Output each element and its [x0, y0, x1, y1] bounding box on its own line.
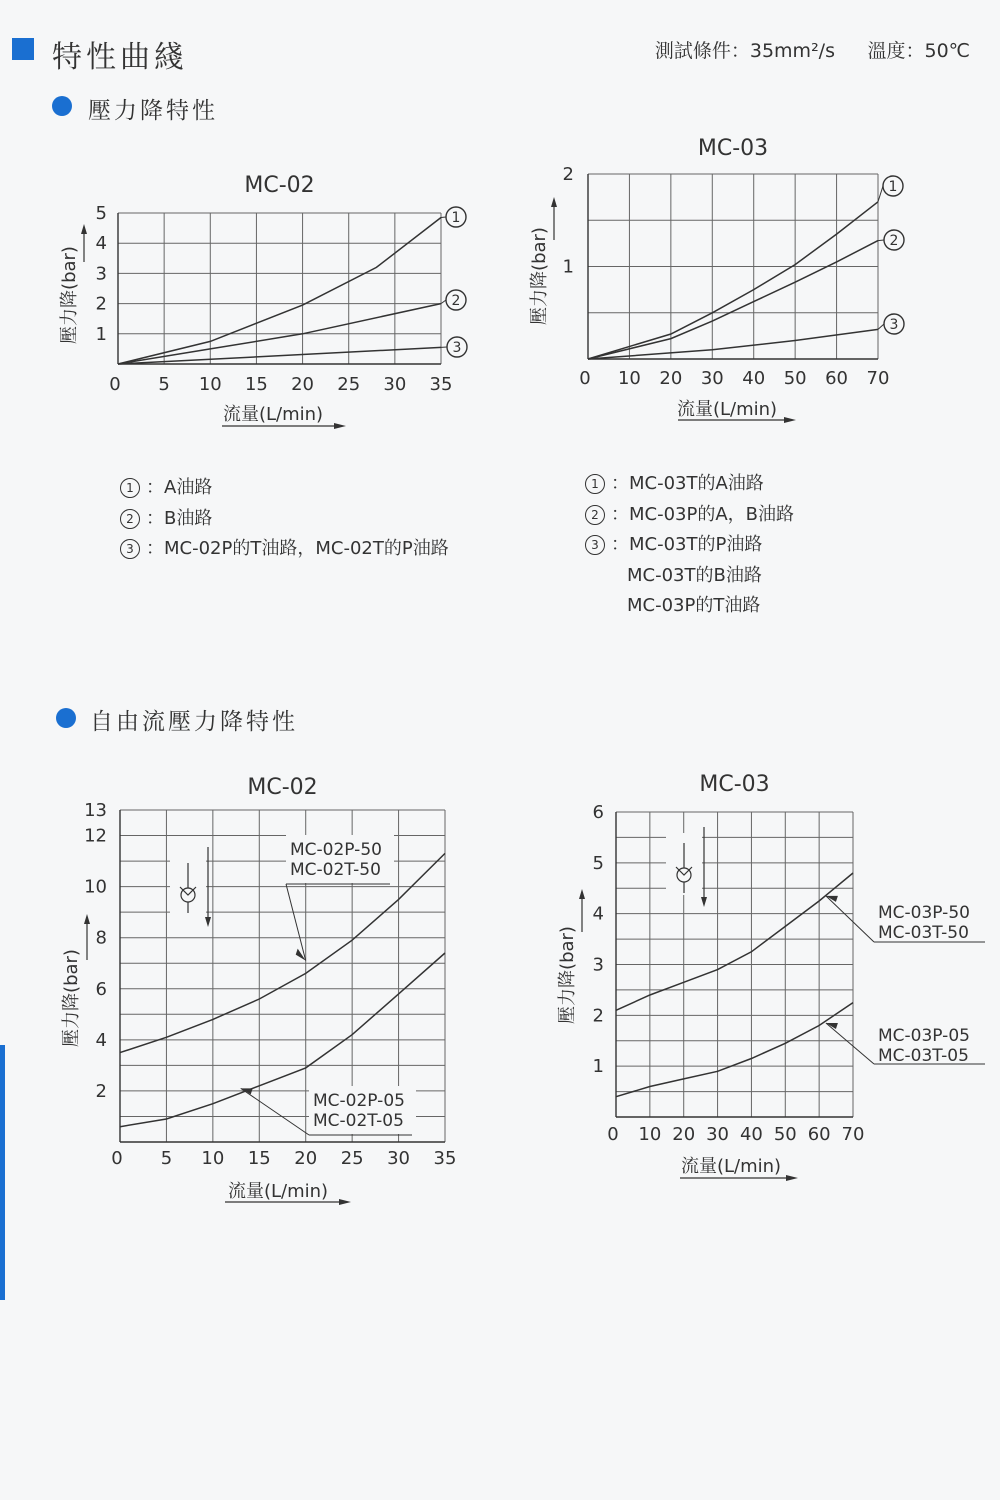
x-axis-arrowhead	[786, 1175, 798, 1181]
circled-number-icon: 1	[120, 478, 140, 498]
y-axis-label: 壓力降(bar)	[557, 926, 578, 1024]
y-tick-label: 12	[84, 825, 107, 847]
x-tick-label: 30	[706, 1124, 730, 1145]
x-tick-label: 30	[387, 1148, 411, 1169]
x-tick-label: 30	[700, 368, 724, 389]
y-tick-label: 1	[562, 256, 574, 278]
chart-title: MC-02	[247, 775, 318, 800]
y-axis-label: 壓力降(bar)	[59, 246, 80, 344]
x-axis-label: 流量(L/min)	[227, 1181, 329, 1202]
x-tick-label: 15	[244, 374, 268, 395]
y-tick-label: 8	[95, 927, 107, 949]
legend-continuation: MC-03P的T油路	[627, 595, 761, 616]
legend-item	[585, 530, 794, 561]
series-label: 2	[889, 233, 899, 249]
series-label: 1	[888, 179, 898, 195]
x-tick-label: 70	[866, 368, 890, 389]
y-tick-label: 4	[592, 903, 604, 925]
section-title-pressure-drop: 壓力降特性	[88, 98, 218, 124]
circled-number-icon: 1	[585, 474, 605, 494]
annotation-label: MC-03T-05	[878, 1046, 969, 1066]
y-axis-arrowhead	[81, 224, 87, 234]
y-tick-label: 2	[562, 164, 574, 185]
x-tick-label: 25	[340, 1148, 364, 1169]
x-tick-label: 25	[337, 374, 361, 395]
legend-mc02	[120, 473, 449, 565]
series-line-2	[616, 1003, 853, 1097]
circled-number-icon: 2	[120, 509, 140, 529]
temperature: 溫度：50℃	[867, 40, 970, 62]
legend-text: MC-03T的A油路	[629, 473, 764, 494]
flow-direction-arrow-icon	[205, 917, 211, 927]
x-tick-label: 10	[617, 368, 641, 389]
legend-text: MC-03T的P油路	[629, 534, 763, 555]
x-tick-label: 20	[294, 1148, 318, 1169]
legend-item	[120, 504, 449, 535]
x-axis-arrowhead	[784, 417, 796, 423]
annotation-label: MC-03P-05	[878, 1026, 970, 1046]
legend-text: B油路	[164, 507, 213, 529]
x-axis-arrowhead	[334, 423, 346, 429]
chart-title: MC-03	[697, 136, 769, 161]
y-tick-label: 3	[592, 954, 604, 976]
legend-sep: ：	[146, 477, 164, 498]
x-axis-label: 流量(L/min)	[680, 1156, 782, 1177]
legend-continuation: MC-03T的B油路	[627, 564, 762, 586]
series-line-2	[588, 241, 878, 359]
x-tick-label: 10	[638, 1124, 662, 1145]
series-label: 1	[451, 210, 461, 226]
x-tick-label: 5	[158, 374, 170, 395]
y-tick-label: 2	[592, 1005, 604, 1027]
series-label-leader	[878, 324, 884, 329]
y-tick-label: 1	[95, 323, 107, 345]
legend-item	[120, 534, 449, 565]
legend-sep: ：	[611, 503, 629, 525]
annotation-leader	[826, 896, 874, 942]
x-tick-label: 35	[429, 374, 453, 395]
legend-sep: ：	[146, 507, 164, 529]
series-label: 3	[889, 317, 899, 333]
legend-text: A油路	[164, 477, 213, 498]
y-tick-label: 1	[592, 1056, 604, 1078]
annotation-label: MC-02T-05	[313, 1111, 404, 1131]
chart-title: MC-03	[699, 772, 770, 797]
y-tick-label: 5	[592, 852, 604, 874]
annotation-label: MC-02T-50	[290, 860, 381, 880]
legend-text: MC-03P的A，B油路	[629, 503, 795, 525]
x-tick-label: 5	[160, 1148, 173, 1169]
legend-text: MC-02P的T油路，MC-02T的P油路	[164, 538, 449, 559]
series-label-leader	[441, 217, 446, 218]
y-axis-arrowhead	[579, 889, 585, 899]
x-tick-label: 0	[607, 1124, 619, 1145]
series-label-leader	[441, 300, 446, 304]
series-label-leader	[878, 186, 883, 202]
x-tick-label: 0	[109, 374, 121, 395]
legend-mc03	[585, 469, 794, 622]
annotation-leader	[826, 1023, 874, 1064]
series-label: 3	[452, 340, 462, 356]
annotation-leader	[286, 884, 306, 961]
x-tick-label: 20	[672, 1124, 696, 1145]
annotation-label: MC-03T-50	[878, 923, 969, 943]
x-tick-label: 35	[433, 1148, 457, 1169]
y-tick-label: 4	[95, 233, 107, 255]
x-tick-label: 40	[742, 368, 766, 389]
y-tick-label: 2	[95, 293, 107, 315]
y-tick-label: 10	[84, 876, 107, 898]
annotation-label: MC-02P-05	[313, 1091, 405, 1111]
test-condition-text: 測試條件：35mm²/s	[654, 40, 835, 62]
y-axis-label: 壓力降(bar)	[529, 227, 550, 325]
x-tick-label: 10	[198, 374, 222, 395]
circled-number-icon: 3	[120, 539, 140, 559]
x-tick-label: 50	[783, 368, 807, 389]
x-tick-label: 60	[807, 1124, 831, 1145]
x-tick-label: 20	[659, 368, 683, 389]
series-line-3	[588, 329, 878, 359]
legend-sep: ：	[611, 534, 629, 555]
legend-sep: ：	[611, 473, 629, 494]
legend-item	[585, 469, 794, 500]
legend-item	[585, 500, 794, 531]
flow-direction-arrow-icon	[701, 897, 707, 907]
circled-number-icon: 3	[585, 535, 605, 555]
y-tick-label: 5	[95, 203, 107, 224]
y-axis-arrowhead	[84, 914, 90, 924]
series-label-leader	[878, 240, 884, 241]
x-tick-label: 10	[201, 1148, 225, 1169]
y-tick-label: 2	[95, 1080, 107, 1102]
y-tick-label: 6	[592, 802, 604, 823]
section-title-free-flow: 自由流壓力降特性	[90, 709, 298, 735]
page-title: 特性曲綫	[52, 40, 188, 75]
x-tick-label: 50	[773, 1124, 797, 1145]
y-axis-label: 壓力降(bar)	[61, 949, 82, 1047]
circled-number-icon: 2	[585, 505, 605, 525]
series-line-1	[120, 853, 445, 1052]
legend-item	[120, 473, 449, 504]
series-label: 2	[451, 293, 461, 309]
annotation-label: MC-03P-50	[878, 903, 970, 923]
x-tick-label: 70	[841, 1124, 865, 1145]
x-tick-label: 0	[579, 368, 591, 389]
x-tick-label: 15	[247, 1148, 271, 1169]
annotation-leader	[241, 1088, 309, 1135]
y-tick-label: 3	[95, 263, 107, 285]
chart-title: MC-02	[244, 173, 315, 198]
x-tick-label: 30	[383, 374, 407, 395]
x-axis-label: 流量(L/min)	[222, 404, 324, 425]
y-tick-label: 4	[95, 1029, 107, 1051]
y-tick-label: 13	[84, 800, 107, 821]
x-axis-label: 流量(L/min)	[676, 399, 778, 420]
x-tick-label: 20	[291, 374, 315, 395]
annotation-label: MC-02P-50	[290, 840, 382, 860]
series-line-1	[118, 218, 441, 365]
x-tick-label: 0	[111, 1148, 123, 1169]
y-axis-arrowhead	[551, 197, 557, 207]
x-tick-label: 40	[739, 1124, 763, 1145]
legend-sep: ：	[146, 538, 164, 559]
y-tick-label: 6	[95, 978, 107, 1000]
x-tick-label: 60	[825, 368, 849, 389]
x-axis-arrowhead	[339, 1199, 351, 1205]
